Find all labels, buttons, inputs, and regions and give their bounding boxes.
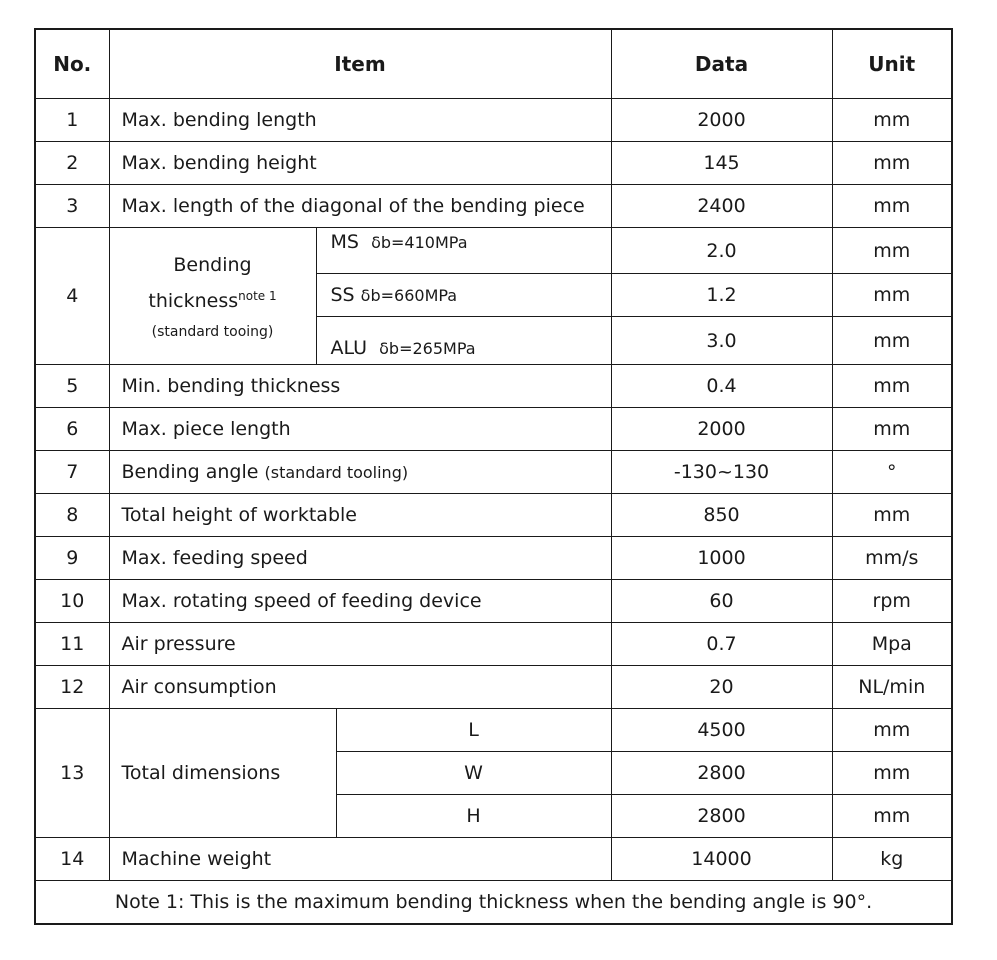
table-row (35, 623, 952, 666)
header-unit: Unit (832, 29, 952, 99)
row-unit: mm (832, 228, 952, 274)
row-data: 20 (611, 666, 832, 709)
row-data: 2800 (611, 795, 832, 838)
row-item-text: Max. rotating speed of feeding device (121, 590, 482, 612)
row-unit: mm (832, 365, 952, 408)
bending-label-line2 (110, 283, 316, 319)
bending-label-line1: Bending (173, 253, 252, 276)
row-no: 10 (35, 580, 109, 623)
row-data: 0.7 (611, 623, 832, 666)
row-data: 2000 (611, 99, 832, 142)
material-name: ALU (330, 337, 368, 359)
note-superscript: note 1 (238, 288, 277, 303)
row-unit: mm (832, 142, 952, 185)
dim-axis: W (336, 752, 611, 795)
row-item: Machine weight (109, 838, 611, 881)
row-item (109, 537, 611, 580)
row-unit: Mpa (832, 623, 952, 666)
material-strength: δb=660MPa (360, 286, 458, 305)
row-item (109, 408, 611, 451)
material-name: SS (330, 284, 355, 306)
table-row (35, 666, 952, 709)
material-ms (316, 228, 611, 274)
row-unit: mm (832, 185, 952, 228)
table-row (35, 494, 952, 537)
table-row (35, 580, 952, 623)
row-unit: mm (832, 99, 952, 142)
row-item: Max. bending length (109, 99, 611, 142)
row-unit: mm (832, 274, 952, 317)
table-row (35, 99, 952, 142)
material-ss (316, 274, 611, 317)
row-no: 5 (35, 365, 109, 408)
row-unit: mm/s (832, 537, 952, 580)
row-item (109, 451, 611, 494)
header-data: Data (611, 29, 832, 99)
row-unit: mm (832, 709, 952, 752)
row-no: 2 (35, 142, 109, 185)
row-item (109, 365, 611, 408)
row-item-text: Air pressure (121, 633, 236, 655)
bending-thickness-label (109, 228, 316, 365)
table-row (35, 838, 952, 881)
row-no: 3 (35, 185, 109, 228)
dim-axis: L (336, 709, 611, 752)
table-row (35, 451, 952, 494)
row-data: 1.2 (611, 274, 832, 317)
row-item-text: Total height of worktable (121, 504, 357, 526)
bending-label-line3: (standard tooing) (151, 323, 274, 340)
row-item: Max. bending height (109, 142, 611, 185)
table-row (35, 537, 952, 580)
row-data: 4500 (611, 709, 832, 752)
row-item (109, 666, 611, 709)
bending-label-word: thickness (148, 289, 239, 312)
row-no: 8 (35, 494, 109, 537)
table-row (35, 142, 952, 185)
material-strength: δb=265MPa (379, 339, 476, 358)
note-row (35, 881, 952, 925)
row-data: 2400 (611, 185, 832, 228)
row-no: 11 (35, 623, 109, 666)
spec-table (34, 28, 953, 925)
table-row (35, 408, 952, 451)
header-no: No. (35, 29, 109, 99)
row-item-text: Bending angle (121, 461, 259, 483)
row-unit: mm (832, 795, 952, 838)
row-data: 3.0 (611, 317, 832, 365)
material-strength: δb=410MPa (371, 233, 468, 252)
row-no: 13 (35, 709, 109, 838)
material-name: MS (330, 231, 359, 253)
row-item (109, 623, 611, 666)
row-unit: kg (832, 838, 952, 881)
row-unit: mm (832, 494, 952, 537)
row-data: 60 (611, 580, 832, 623)
table-row-dim-l (35, 709, 952, 752)
row-item: Total dimensions (109, 709, 336, 838)
row-data: -130~130 (611, 451, 832, 494)
row-no: 4 (35, 228, 109, 365)
row-no: 9 (35, 537, 109, 580)
header-row (35, 29, 952, 99)
row-no: 6 (35, 408, 109, 451)
row-item (109, 580, 611, 623)
footnote: Note 1: This is the maximum bending thickness when the bending angle is 90°. (35, 881, 952, 925)
row-item-note: (standard tooling) (264, 463, 409, 482)
row-no: 7 (35, 451, 109, 494)
row-data: 145 (611, 142, 832, 185)
header-item: Item (109, 29, 611, 99)
row-no: 1 (35, 99, 109, 142)
row-item: Max. length of the diagonal of the bending piece (109, 185, 611, 228)
row-unit: mm (832, 317, 952, 365)
table-row (35, 185, 952, 228)
row-data: 0.4 (611, 365, 832, 408)
material-alu (316, 317, 611, 365)
table-row-bending-ms (35, 228, 952, 274)
row-data: 2000 (611, 408, 832, 451)
dim-axis: H (336, 795, 611, 838)
row-data: 1000 (611, 537, 832, 580)
row-data: 2.0 (611, 228, 832, 274)
row-unit: rpm (832, 580, 952, 623)
row-no: 12 (35, 666, 109, 709)
row-no: 14 (35, 838, 109, 881)
row-item (109, 494, 611, 537)
row-unit: mm (832, 408, 952, 451)
row-item-text: Min. bending thickness (121, 375, 341, 397)
row-unit: NL/min (832, 666, 952, 709)
row-item-text: Max. piece length (121, 418, 291, 440)
table-row (35, 365, 952, 408)
row-unit: mm (832, 752, 952, 795)
row-data: 14000 (611, 838, 832, 881)
row-item-text: Air consumption (121, 676, 277, 698)
row-unit: ° (832, 451, 952, 494)
row-item-text: Max. feeding speed (121, 547, 308, 569)
row-data: 850 (611, 494, 832, 537)
row-data: 2800 (611, 752, 832, 795)
